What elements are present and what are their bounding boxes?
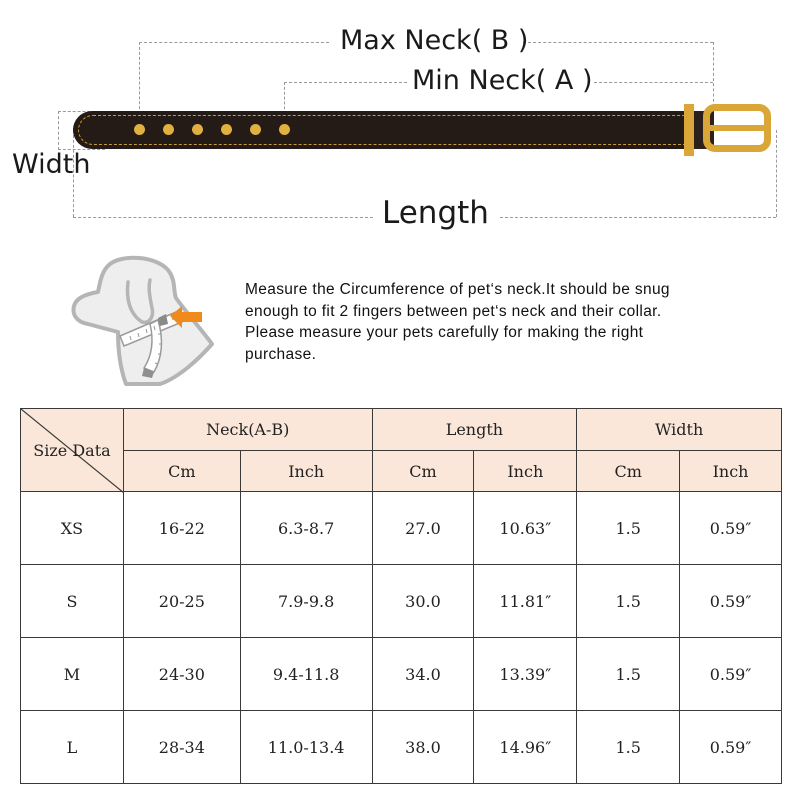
width-cm-cell: 1.5 xyxy=(577,638,680,711)
width-inch-cell: 0.59″ xyxy=(680,711,782,784)
unit-header-width-inch: Inch xyxy=(680,451,782,492)
neck-cm-cell: 28-34 xyxy=(123,711,240,784)
length-inch-cell: 13.39″ xyxy=(474,638,577,711)
max-neck-guide-left xyxy=(139,42,329,43)
size-chart-table xyxy=(20,408,782,784)
width-inch-cell: 0.59″ xyxy=(680,565,782,638)
table-unit-header-row xyxy=(21,451,782,492)
length-label: Length xyxy=(382,195,489,231)
max-neck-guide-right-drop xyxy=(713,42,714,112)
length-cm-cell: 27.0 xyxy=(372,492,474,565)
size-cell: XS xyxy=(21,492,124,565)
width-inch-cell: 0.59″ xyxy=(680,638,782,711)
length-inch-cell: 11.81″ xyxy=(474,565,577,638)
measuring-instructions xyxy=(245,279,765,365)
unit-header-neck-cm: Cm xyxy=(123,451,240,492)
size-cell: M xyxy=(21,638,124,711)
max-neck-label: Max Neck( B ) xyxy=(340,25,529,56)
length-guide-left xyxy=(73,130,74,217)
collar-hole-icon xyxy=(134,124,145,135)
table-group-header-row xyxy=(21,409,782,451)
length-guide-bottom-left xyxy=(73,217,373,218)
group-header-neck: Neck(A-B) xyxy=(123,409,372,451)
length-inch-cell: 10.63″ xyxy=(474,492,577,565)
width-cm-cell: 1.5 xyxy=(577,492,680,565)
instruction-line: Please measure your pets carefully for making the right xyxy=(245,324,644,341)
collar-hole-icon xyxy=(192,124,203,135)
neck-inch-cell: 11.0-13.4 xyxy=(240,711,372,784)
instruction-line: enough to fit 2 fingers between pet‘s neck and their collar. xyxy=(245,302,662,320)
size-cell: L xyxy=(21,711,124,784)
collar-hole-icon xyxy=(163,124,174,135)
table-row xyxy=(21,492,782,565)
min-neck-label: Min Neck( A ) xyxy=(412,65,593,96)
table-row xyxy=(21,565,782,638)
collar-hole-icon xyxy=(250,124,261,135)
length-guide-right xyxy=(776,130,777,217)
neck-inch-cell: 6.3-8.7 xyxy=(240,492,372,565)
dog-neck-measuring-tape-icon xyxy=(68,250,218,390)
collar-keeper xyxy=(684,104,694,156)
length-guide-bottom-right xyxy=(500,217,776,218)
instruction-line: purchase. xyxy=(245,345,317,363)
unit-header-length-inch: Inch xyxy=(474,451,577,492)
instruction-line: Measure the Circumference of pet‘s neck.It should be snug xyxy=(245,281,670,298)
neck-inch-cell: 7.9-9.8 xyxy=(240,565,372,638)
buckle-prong xyxy=(710,125,768,131)
min-neck-guide-right xyxy=(594,82,713,83)
table-row xyxy=(21,711,782,784)
corner-label-data: Data xyxy=(72,440,111,460)
collar-hole-icon xyxy=(221,124,232,135)
length-cm-cell: 34.0 xyxy=(372,638,474,711)
group-header-width: Width xyxy=(577,409,782,451)
unit-header-width-cm: Cm xyxy=(577,451,680,492)
corner-label-size: Size xyxy=(33,440,68,460)
collar-hole-icon xyxy=(279,124,290,135)
unit-header-neck-inch: Inch xyxy=(240,451,372,492)
length-inch-cell: 14.96″ xyxy=(474,711,577,784)
neck-cm-cell: 20-25 xyxy=(123,565,240,638)
width-inch-cell: 0.59″ xyxy=(680,492,782,565)
size-cell: S xyxy=(21,565,124,638)
size-data-corner-cell xyxy=(21,409,124,492)
unit-header-length-cm: Cm xyxy=(372,451,474,492)
table-row xyxy=(21,638,782,711)
width-cm-cell: 1.5 xyxy=(577,711,680,784)
neck-inch-cell: 9.4-11.8 xyxy=(240,638,372,711)
neck-cm-cell: 24-30 xyxy=(123,638,240,711)
max-neck-guide-right xyxy=(523,42,713,43)
group-header-length: Length xyxy=(372,409,577,451)
min-neck-guide-left xyxy=(284,82,407,83)
length-cm-cell: 38.0 xyxy=(372,711,474,784)
width-cm-cell: 1.5 xyxy=(577,565,680,638)
dog-measure-illustration xyxy=(68,250,218,390)
length-cm-cell: 30.0 xyxy=(372,565,474,638)
neck-cm-cell: 16-22 xyxy=(123,492,240,565)
width-label: Width xyxy=(12,149,91,180)
